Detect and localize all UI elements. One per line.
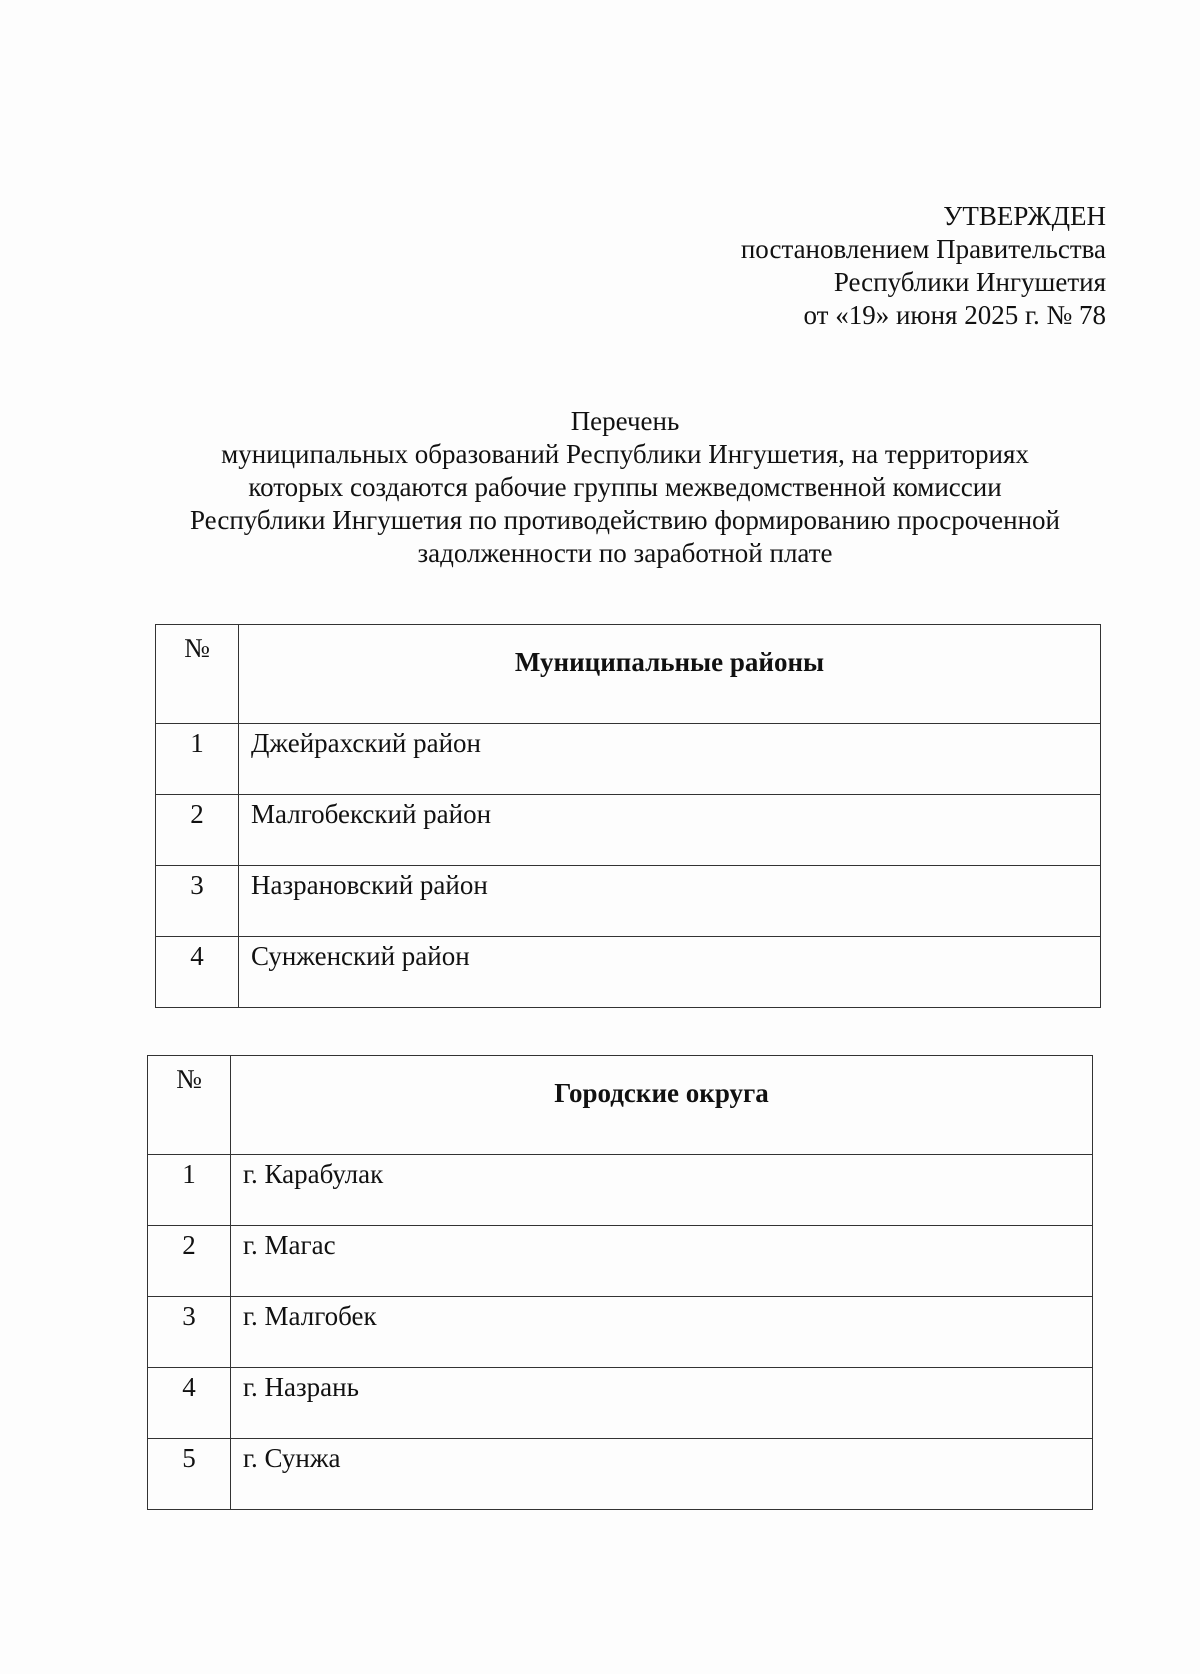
approval-line-republic: Республики Ингушетия [833,267,1106,297]
table-row [156,937,1101,1008]
row-number: 4 [156,937,239,1008]
table-row [148,1155,1093,1226]
approval-line-date-number: от «19» июня 2025 г. № 78 [803,300,1106,330]
title-line-1: Перечень [570,406,680,436]
title-line-5: задолженности по заработной плате [417,538,833,568]
municipal-districts-table [155,624,1101,1008]
row-name: г. Назрань [231,1368,1093,1439]
row-number: 5 [148,1439,231,1510]
row-name: г. Сунжа [231,1439,1093,1510]
row-name: Малгобекский район [239,795,1101,866]
table-row [148,1439,1093,1510]
row-name: г. Магас [231,1226,1093,1297]
table-row [156,795,1101,866]
table-row [148,1226,1093,1297]
title-line-4: Республики Ингушетия по противодействию формированию просроченной [190,505,1060,535]
number-column-header: № [148,1056,231,1155]
row-number: 3 [156,866,239,937]
approval-line-resolution: постановлением Правительства [740,234,1106,264]
row-number: 4 [148,1368,231,1439]
row-number: 2 [148,1226,231,1297]
row-number: 2 [156,795,239,866]
table-row [156,724,1101,795]
row-name: г. Карабулак [231,1155,1093,1226]
number-column-header: № [156,625,239,724]
row-name: Джейрахский район [239,724,1101,795]
table-header-row [156,625,1101,724]
row-number: 1 [156,724,239,795]
table-row [148,1297,1093,1368]
row-number: 1 [148,1155,231,1226]
title-line-3: которых создаются рабочие группы межведомственной комиссии [248,472,1002,502]
title-line-2: муниципальных образований Республики Ингушетия, на территориях [221,439,1029,469]
approval-heading: УТВЕРЖДЕН [943,201,1106,231]
city-districts-table [147,1055,1093,1510]
row-name: Сунженский район [239,937,1101,1008]
row-name: г. Малгобек [231,1297,1093,1368]
cities-column-header: Городские округа [231,1056,1093,1155]
document-title [160,405,1090,570]
row-number: 3 [148,1297,231,1368]
approval-stamp-block [741,200,1106,332]
table-row [156,866,1101,937]
table-header-row [148,1056,1093,1155]
districts-column-header: Муниципальные районы [239,625,1101,724]
row-name: Назрановский район [239,866,1101,937]
table-row [148,1368,1093,1439]
